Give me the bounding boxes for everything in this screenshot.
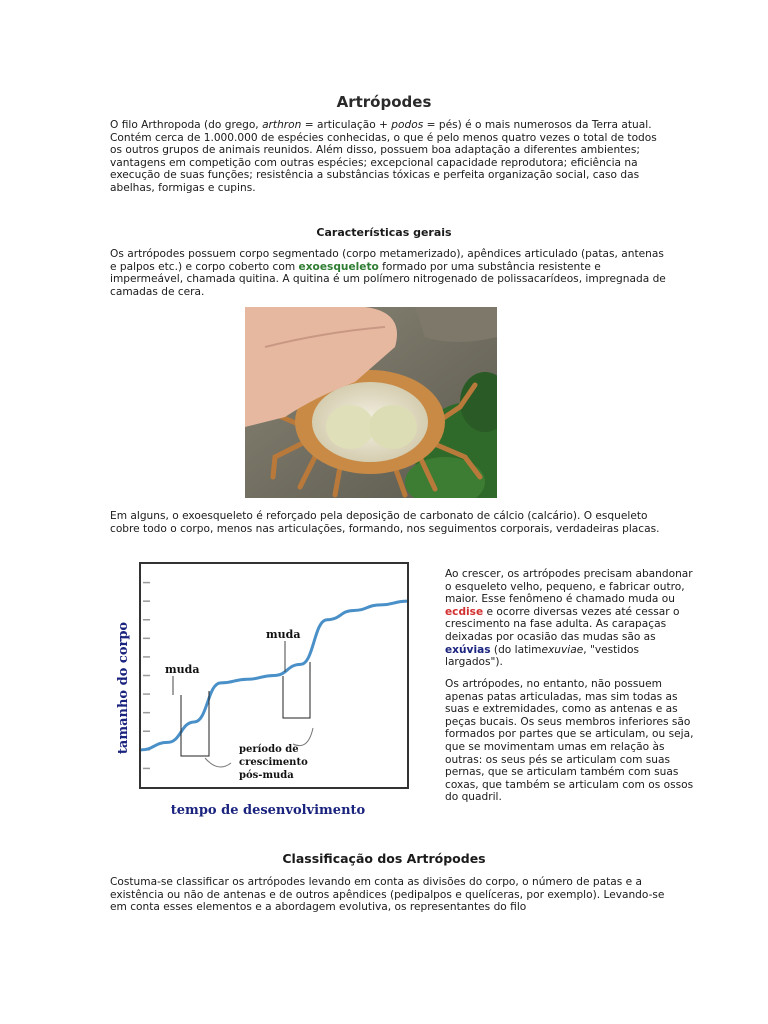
intro-paragraph: O filo Arthropoda (do grego, arthron = articulação + podos = pés) é o mais numerosos da Terra atual. Contém cerca de 1.000.000 de espécies conhecidas, o que é pelo menos quatro vezes o total de todos os outros grupos de animais reunidos. Além disso, possuem boa adaptação a diferentes ambientes; vantagens em competição com outras espécies; excepcional capacidade reprodutora; eficiência na execução de suas funções; resistência a substâncias tóxicas e perfeita organização social, caso das abelhas, formigas e cupins. (110, 119, 657, 194)
ecdise-link[interactable]: ecdise (445, 605, 484, 618)
section-heading-classificacao: Classificação dos Artrópodes (282, 851, 486, 866)
period-label-line1: período de (239, 744, 299, 755)
muda-label-2: muda (266, 628, 301, 641)
classificacao-paragraph: Costuma-se classificar os artrópodes levando em conta as divisões do corpo, o número de patas e a existência ou não de antenas e de outros apêndices (pedipalpos e quelíceras, por exemplo). Levando-se em conta esses elementos e a abordagem evolutiva, os representantes do filo (110, 876, 665, 914)
patas-paragraph: Os artrópodes, no entanto, não possuem apenas patas articuladas, mas sim todas as suas e extremidades, como as antenas e as peças bucais. Os seus membros inferiores são formados por partes que se articulam, ou seja, que se movimentam umas em relação às outras: os seus pés se articulam com suas pernas, que se articulam também com suas coxas, que também se articulam com os ossos do quadril. (445, 678, 694, 804)
x-axis-label: tempo de desenvolvimento (170, 803, 366, 818)
y-axis-label: tamanho do corpo (116, 621, 131, 755)
exuvias-link[interactable]: exúvias (445, 643, 491, 656)
period-label-line3: pós-muda (239, 770, 294, 781)
exoesqueleto-paragraph: Em alguns, o exoesqueleto é reforçado pela deposição de carbonato de cálcio (calcário). O esqueleto cobre todo o corpo, menos nas articulações, formando, nos seguimentos corporais, verdadeiras placas. (110, 510, 660, 535)
exoesqueleto-link[interactable]: exoesqueleto (298, 260, 379, 273)
page-title: Artrópodes (336, 93, 432, 111)
crab-molting-photo (245, 307, 497, 498)
caracteristicas-paragraph: Os artrópodes possuem corpo segmentado (corpo metamerizado), apêndices articulado (patas, antenas e palpos etc.) e corpo coberto com exoesqueleto formado por uma substância resistente e impermeável, chamada quitina. A quitina é um polímero nitrogenado de polissacarídeos, impregnada de camadas de cera. (110, 248, 666, 298)
section-heading-caracteristicas: Características gerais (316, 226, 452, 239)
period-label-line2: crescimento (239, 757, 308, 768)
muda-paragraph: Ao crescer, os artrópodes precisam abandonar o esqueleto velho, pequeno, e fabricar outro, maior. Esse fenômeno é chamado muda ou ecdise e ocorre diversas vezes até cessar o crescimento na fase adulta. As carapaças deixadas por ocasião das mudas são as exúvias (do latimexuviae, "vestidos largados"). (445, 568, 693, 669)
growth-chart (113, 558, 413, 824)
muda-label-1: muda (165, 663, 200, 676)
